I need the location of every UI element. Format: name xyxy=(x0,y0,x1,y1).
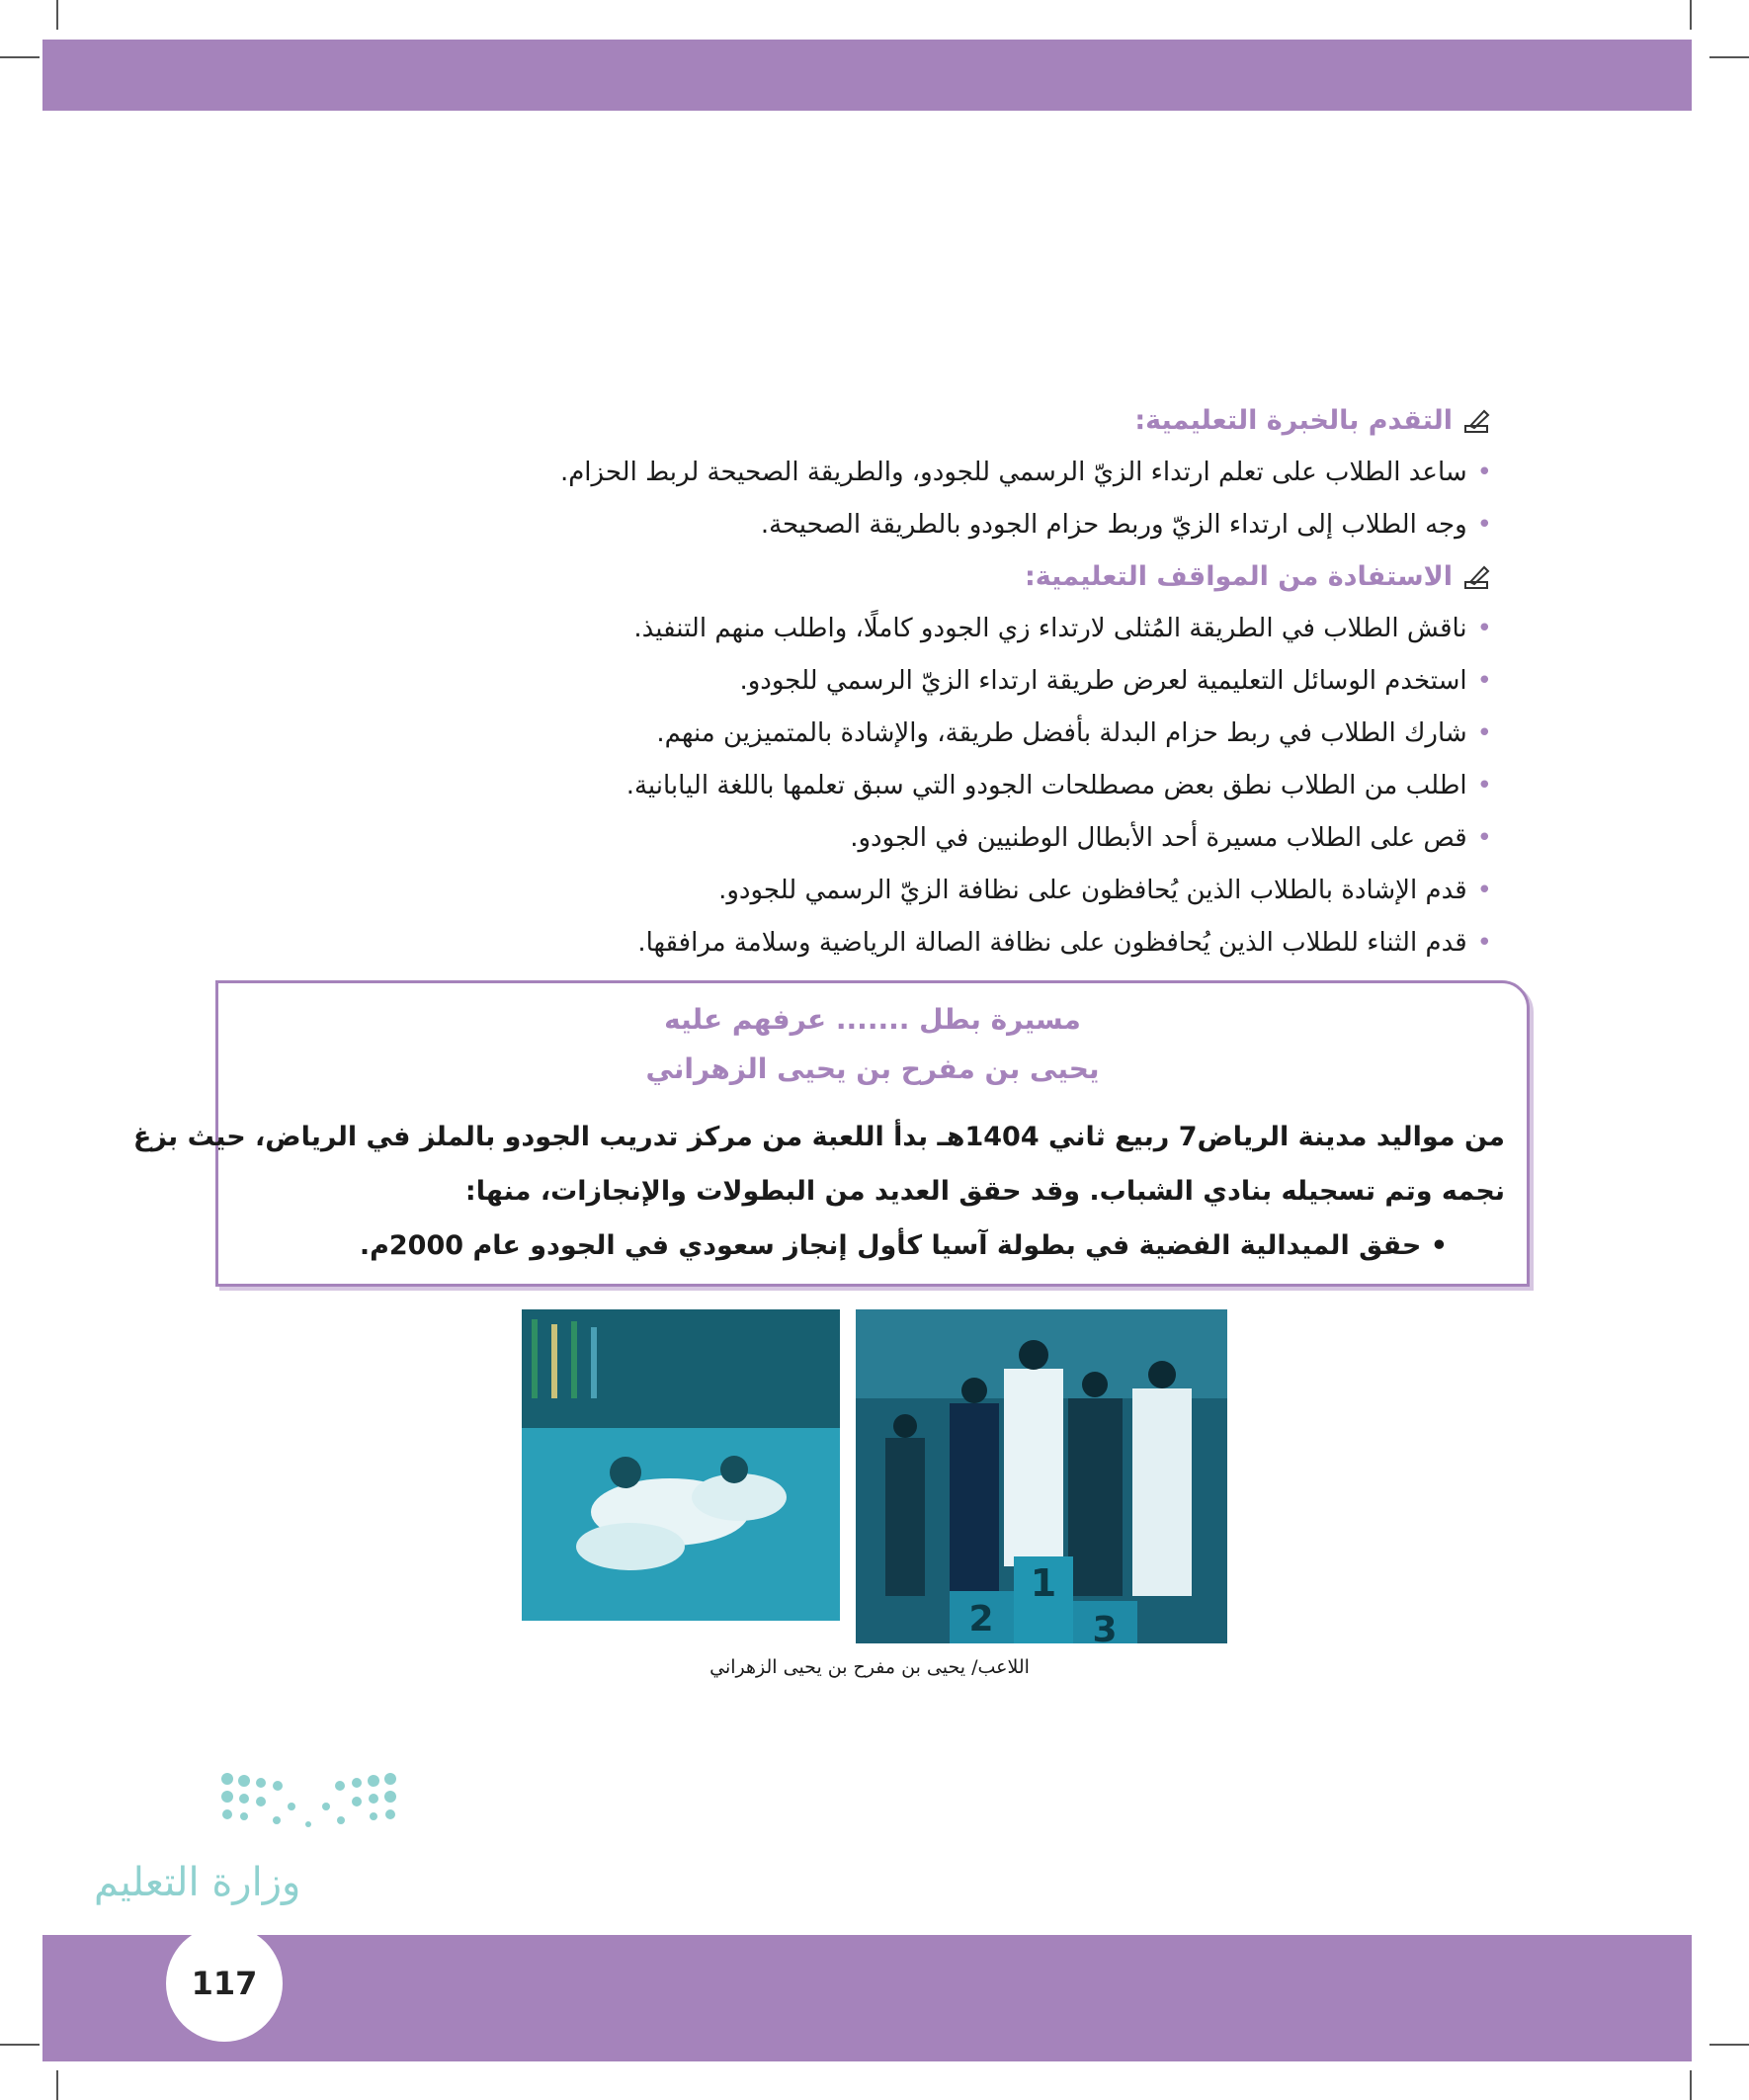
lesson-content xyxy=(514,395,1492,969)
bio-achievement: • حقق الميدالية الفضية في بطولة آسيا كأول إنجاز سعودي في الجودو عام 2000م. xyxy=(359,1230,1448,1261)
crop-mark xyxy=(0,56,40,58)
footer-band xyxy=(42,1935,1692,2061)
bio-line: من مواليد مدينة الرياض7 ربيع ثاني 1404هـ بدأ اللعبة من مركز تدريب الجودو بالملز في الرياض، حيث بزغ xyxy=(132,1122,1505,1152)
ministry-logo xyxy=(94,1769,469,1937)
section-heading-situations xyxy=(514,551,1492,603)
list-item: • قدم الإشادة بالطلاب الذين يُحافظون على نظافة الزيّ الرسمي للجودو. xyxy=(718,876,1492,905)
pencil-icon xyxy=(1462,562,1492,592)
hero-bio-box xyxy=(132,980,1530,1287)
crop-mark xyxy=(0,2044,40,2046)
list-item: • ناقش الطلاب في الطريقة المُثلى لارتداء زي الجودو كاملًا، واطلب منهم التنفيذ. xyxy=(633,614,1492,643)
crop-mark xyxy=(1690,0,1692,30)
crop-mark xyxy=(56,0,58,30)
crop-mark xyxy=(1709,2044,1749,2046)
heading-text: التقدم بالخبرة التعليمية: xyxy=(1134,405,1453,436)
list-item: • شارك الطلاب في ربط حزام البدلة بأفضل طريقة، والإشادة بالمتميزين منهم. xyxy=(656,718,1492,748)
list-item: • اطلب من الطلاب نطق بعض مصطلحات الجودو التي سبق تعلمها باللغة اليابانية. xyxy=(625,771,1492,800)
photo-caption: اللاعب/ يحيى بن مفرح بن يحيى الزهراني xyxy=(709,1656,1030,1678)
crop-mark xyxy=(1690,2070,1692,2100)
crop-mark xyxy=(56,2070,58,2100)
judo-match-photo xyxy=(522,1309,840,1621)
podium-photo xyxy=(856,1309,1227,1643)
heading-text: الاستفادة من المواقف التعليمية: xyxy=(1024,561,1453,592)
header-band xyxy=(42,40,1692,111)
bio-title: مسيرة بطل ....... عرفهم عليه xyxy=(664,1003,1081,1036)
bio-name: يحيى بن مفرح بن يحيى الزهراني xyxy=(645,1052,1100,1085)
section-heading-progress xyxy=(514,395,1492,447)
podium-label-third: 3 xyxy=(1092,1610,1118,1643)
list-item: • استخدم الوسائل التعليمية لعرض طريقة ارتداء الزيّ الرسمي للجودو. xyxy=(739,666,1492,696)
list-item: • وجه الطلاب إلى ارتداء الزيّ وربط حزام الجودو بالطريقة الصحيحة. xyxy=(760,510,1492,540)
list-item: • ساعد الطلاب على تعلم ارتداء الزيّ الرسمي للجودو، والطريقة الصحيحة لربط الحزام. xyxy=(559,458,1492,487)
crop-mark xyxy=(1709,56,1749,58)
logo-text: وزارة التعليم xyxy=(94,1860,301,1905)
list-item: • قدم الثناء للطلاب الذين يُحافظون على نظافة الصالة الرياضية وسلامة مرافقها. xyxy=(637,928,1492,958)
list-item: • قص على الطلاب مسيرة أحد الأبطال الوطنيين في الجودو. xyxy=(850,823,1492,853)
pencil-icon xyxy=(1462,406,1492,436)
podium-label-first: 1 xyxy=(1030,1561,1057,1605)
page-number: 117 xyxy=(166,1925,283,2042)
bio-line: نجمه وتم تسجيله بنادي الشباب. وقد حقق العديد من البطولات والإنجازات، منها: xyxy=(464,1176,1505,1207)
podium-label-second: 2 xyxy=(968,1599,994,1639)
